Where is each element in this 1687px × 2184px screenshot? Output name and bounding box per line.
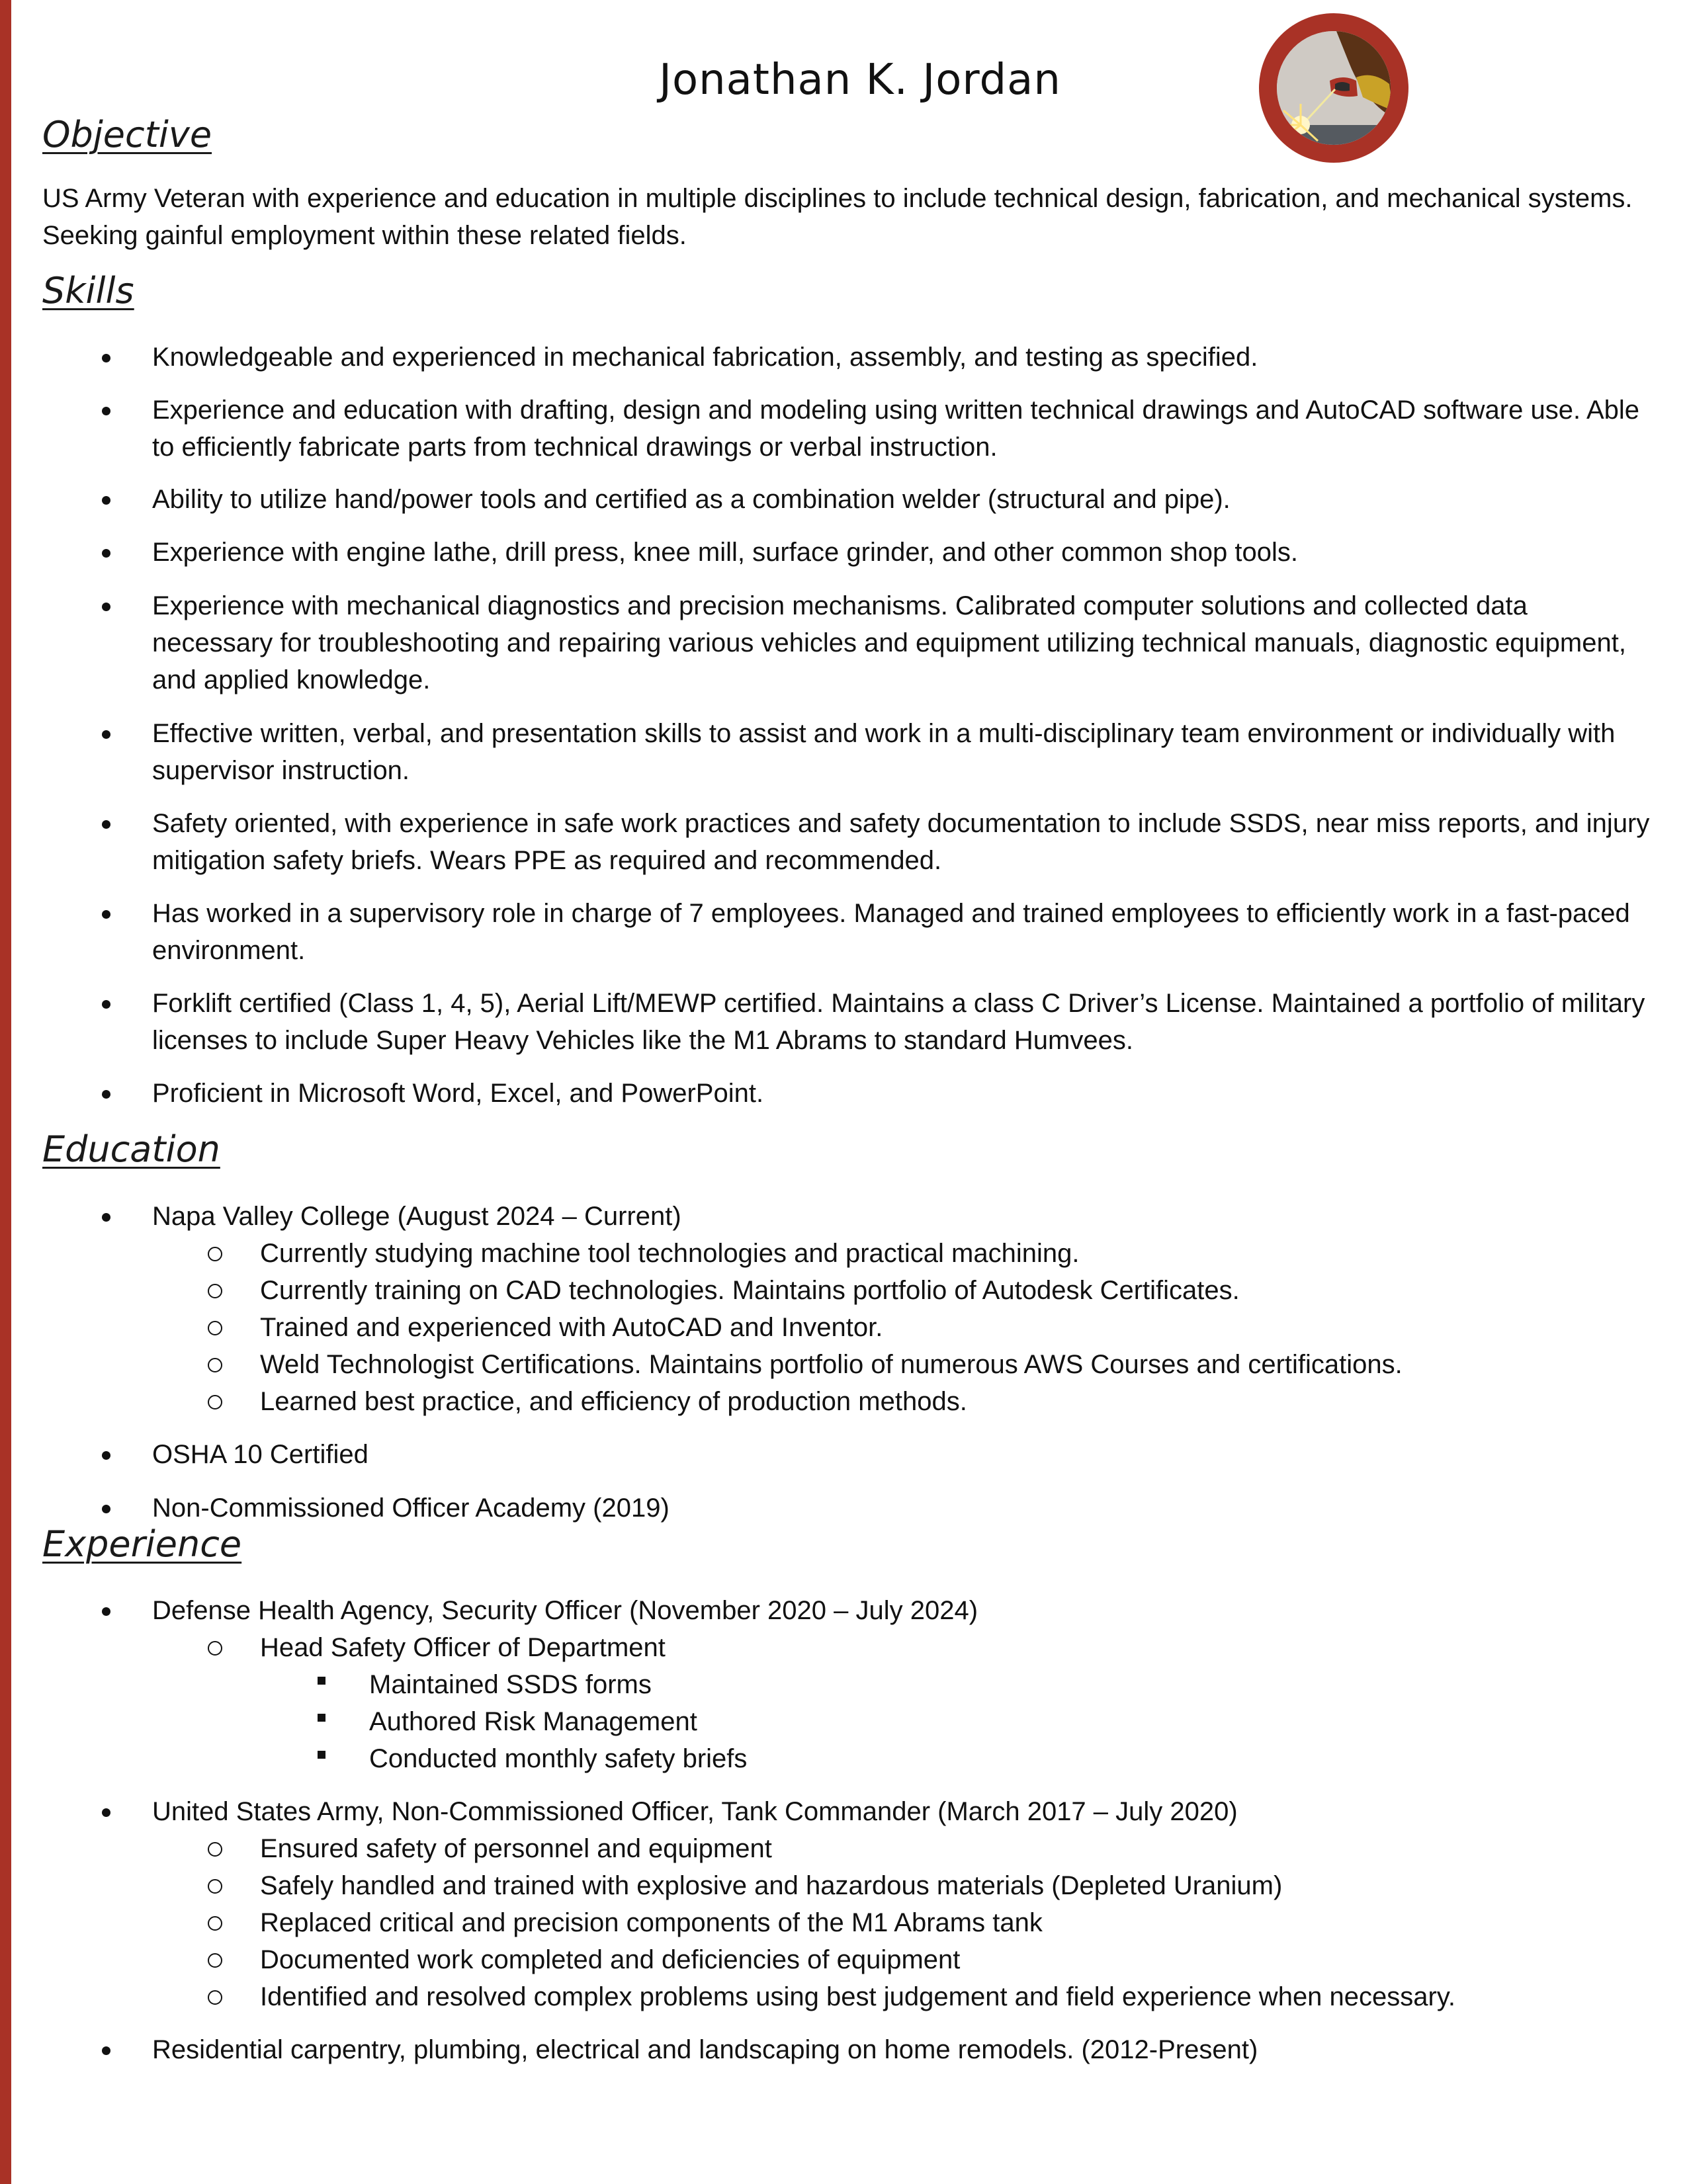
list-item: Currently studying machine tool technologies and practical machining.: [260, 1239, 1080, 1268]
bullet-circle: [208, 1284, 222, 1298]
skills-heading: Skills: [42, 270, 134, 312]
list-item: United States Army, Non-Commissioned Officer, Tank Commander (March 2017 – July 2020): [152, 1797, 1238, 1826]
list-item: Weld Technologist Certifications. Maintains portfolio of numerous AWS Courses and certifications.: [260, 1350, 1403, 1379]
bullet-dot: [102, 354, 110, 362]
bullet-circle: [208, 1879, 222, 1894]
bullet-circle: [208, 1953, 222, 1968]
objective-heading: Objective: [42, 114, 212, 155]
bullet-dot: [102, 1213, 110, 1222]
bullet-circle: [208, 1358, 222, 1372]
list-item: Conducted monthly safety briefs: [369, 1744, 748, 1773]
bullet-dot: [102, 496, 110, 505]
list-item: Trained and experienced with AutoCAD and Inventor.: [260, 1313, 883, 1342]
bullet-dot: [102, 1607, 110, 1616]
bullet-circle: [208, 1842, 222, 1857]
list-item: Replaced critical and precision components of the M1 Abrams tank: [260, 1908, 1043, 1937]
bullet-square: [318, 1751, 325, 1759]
bullet-dot: [102, 730, 110, 739]
education-heading: Education: [42, 1128, 220, 1170]
bullet-circle: [208, 1916, 222, 1931]
list-item: OSHA 10 Certified: [152, 1440, 368, 1469]
bullet-circle: [208, 1641, 222, 1656]
bullet-dot: [102, 1505, 110, 1513]
bullet-dot: [102, 1451, 110, 1460]
bullet-dot: [102, 1000, 110, 1009]
list-item: Forklift certified (Class 1, 4, 5), Aerial Lift/MEWP certified. Maintains a class C Driver’s License. Maintained a portfolio of military licenses to include Super Heavy Vehicles like the M1 Abrams to standard Humvees.: [152, 989, 1645, 1055]
list-item: Head Safety Officer of Department: [260, 1633, 666, 1662]
list-item: Ability to utilize hand/power tools and certified as a combination welder (structural and pipe).: [152, 485, 1231, 514]
experience-heading: Experience: [42, 1523, 242, 1565]
list-item: Ensured safety of personnel and equipment: [260, 1834, 772, 1863]
list-item: Identified and resolved complex problems using best judgement and field experience when necessary.: [260, 1982, 1455, 2011]
list-item: Safety oriented, with experience in safe work practices and safety documentation to include SSDS, near miss reports, and injury mitigation safety briefs. Wears PPE as required and recommended.: [152, 809, 1650, 875]
bullet-dot: [102, 2046, 110, 2055]
list-item: Authored Risk Management: [369, 1707, 697, 1736]
list-item: Learned best practice, and efficiency of production methods.: [260, 1387, 967, 1416]
bullet-square: [318, 1714, 325, 1722]
list-item: Documented work completed and deficiencies of equipment: [260, 1945, 961, 1974]
bullet-square: [318, 1677, 325, 1685]
list-item: Effective written, verbal, and presentation skills to assist and work in a multi-disciplinary team environment or individually with supervisor instruction.: [152, 719, 1616, 785]
bullet-circle: [208, 1990, 222, 2005]
bullet-circle: [208, 1395, 222, 1409]
bullet-dot: [102, 549, 110, 558]
bullet-dot: [102, 820, 110, 829]
list-item: Experience with mechanical diagnostics and precision mechanisms. Calibrated computer solutions and collected data necessary for troubleshooting and repairing various vehicles and equipment utilizing technical manuals, diagnostic equipment, and applied knowledge.: [152, 591, 1626, 694]
bullet-dot: [102, 910, 110, 919]
objective-text: US Army Veteran with experience and education in multiple disciplines to include technical design, fabrication, and mechanical systems. Seeking gainful employment within these related fields.: [42, 184, 1633, 250]
list-item: Napa Valley College (August 2024 – Current): [152, 1202, 681, 1231]
list-item: Experience and education with drafting, design and modeling using written technical drawings and AutoCAD software use. Able to efficiently fabricate parts from technical drawings or verbal instruction.: [152, 396, 1640, 462]
list-item: Knowledgeable and experienced in mechanical fabrication, assembly, and testing as specified.: [152, 343, 1258, 372]
left-accent-rule: [0, 0, 11, 2184]
bullet-circle: [208, 1321, 222, 1335]
bullet-dot: [102, 603, 110, 611]
bullet-dot: [102, 1808, 110, 1817]
page-title: Jonathan K. Jordan: [659, 56, 1061, 105]
list-item: Experience with engine lathe, drill press, knee mill, surface grinder, and other common shop tools.: [152, 538, 1299, 567]
list-item: Has worked in a supervisory role in charge of 7 employees. Managed and trained employees to efficiently work in a fast-paced environment.: [152, 899, 1630, 965]
list-item: Proficient in Microsoft Word, Excel, and PowerPoint.: [152, 1079, 764, 1108]
list-item: Currently training on CAD technologies. Maintains portfolio of Autodesk Certificates.: [260, 1276, 1240, 1305]
list-item: Maintained SSDS forms: [369, 1670, 652, 1699]
list-item: Defense Health Agency, Security Officer (November 2020 – July 2024): [152, 1596, 978, 1625]
bullet-dot: [102, 1090, 110, 1099]
list-item: Safely handled and trained with explosive and hazardous materials (Depleted Uranium): [260, 1871, 1283, 1900]
list-item: Residential carpentry, plumbing, electrical and landscaping on home remodels. (2012-Present): [152, 2035, 1258, 2064]
bullet-circle: [208, 1247, 222, 1261]
list-item: Non-Commissioned Officer Academy (2019): [152, 1493, 670, 1523]
bullet-dot: [102, 407, 110, 415]
